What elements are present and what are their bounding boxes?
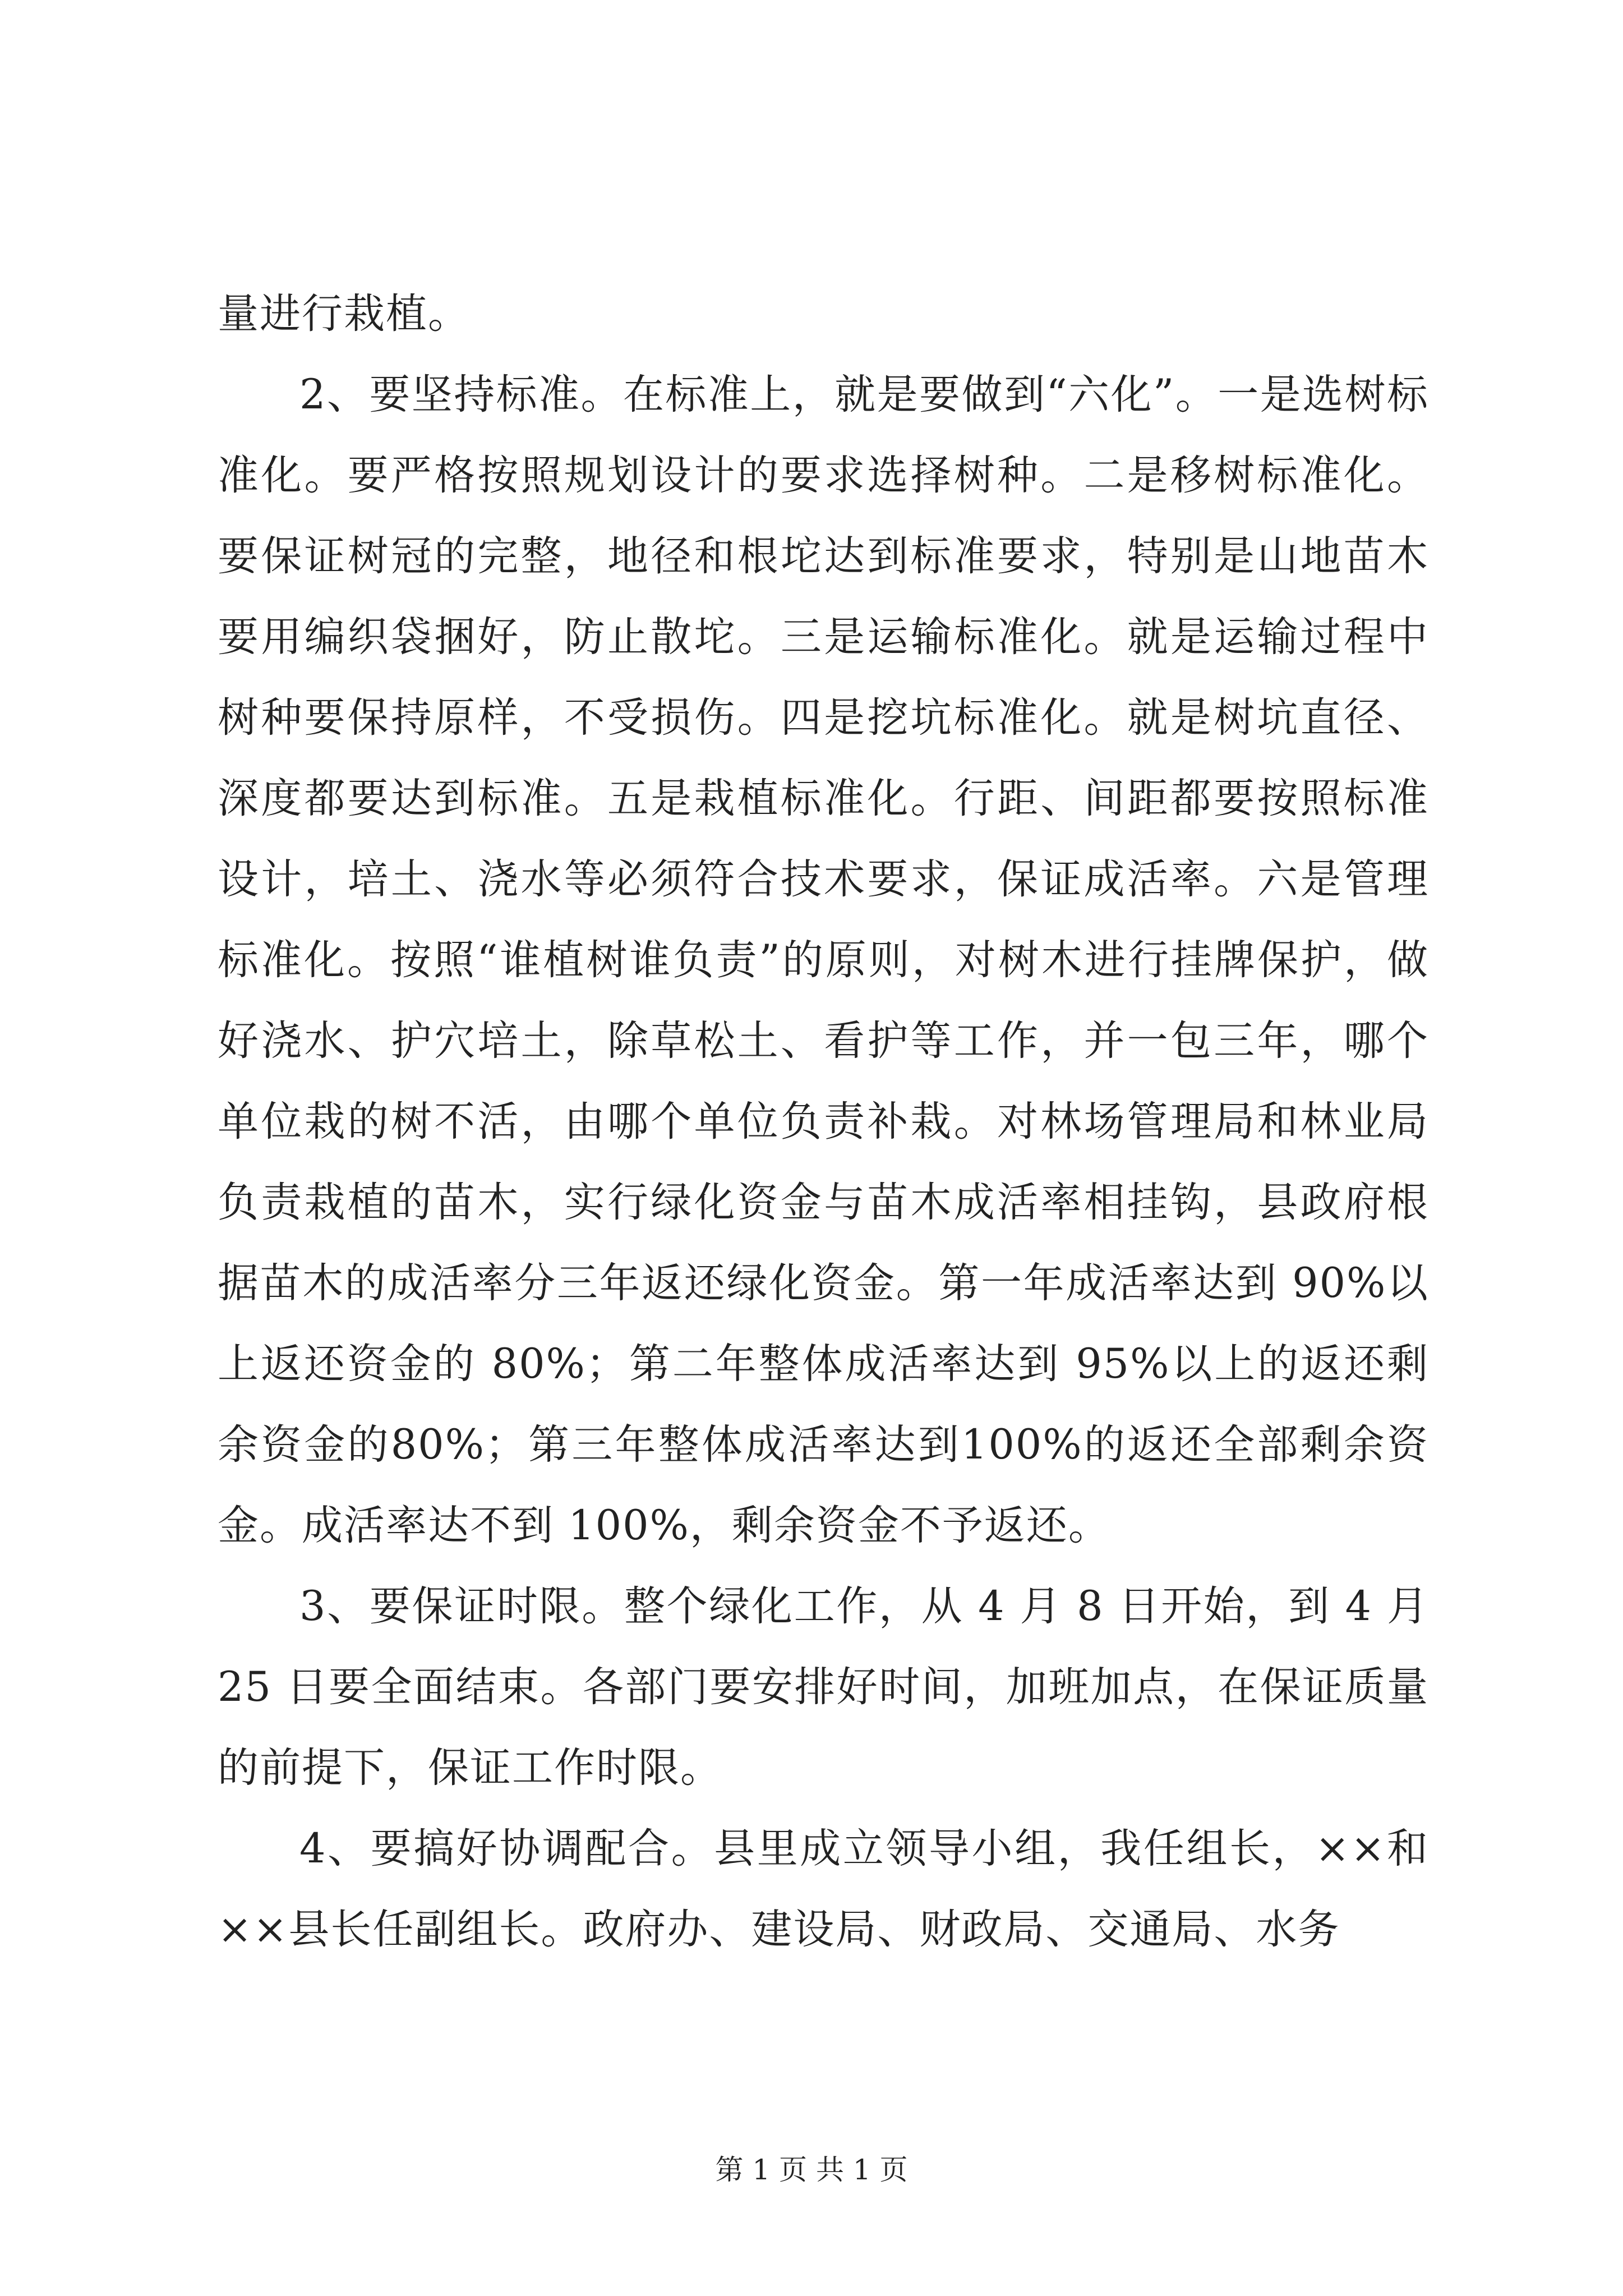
- body-text: [218, 274, 1429, 1970]
- paragraph-coordination: 4、要搞好协调配合。县里成立领导小组，我任组长，××和××县长任副组长。政府办、建设局、财政局、交通局、水务: [218, 1825, 1429, 1953]
- paragraph-continuation: 量进行栽植。: [218, 290, 470, 338]
- paragraph-standards: 2、要坚持标准。在标准上，就是要做到“六化”。一是选树标准化。要严格按照规划设计的要求选择树种。二是移树标准化。要保证树冠的完整，地径和根坨达到标准要求，特别是山地苗木要用编织袋捆好，防止散坨。三是运输标准化。就是运输过程中树种要保持原样，不受损伤。四是挖坑标准化。就是树坑直径、深度都要达到标准。五是栽植标准化。行距、间距都要按照标准设计，培土、浇水等必须符合技术要求，保证成活率。六是管理标准化。按照“谁植树谁负责”的原则，对树木进行挂牌保护，做好浇水、护穴培土，除草松土、看护等工作，并一包三年，哪个单位栽的树不活，由哪个单位负责补栽。对林场管理局和林业局负责栽植的苗木，实行绿化资金与苗木成活率相挂钩，县政府根据苗木的成活率分三年返还绿化资金。第一年成活率达到 90%以上返还资金的 80%；第二年整体成活率达到 95%以上的返还剩余资金的80%；第三年整体成活率达到100%的返还全部剩余资金。成活率达不到 100%，剩余资金不予返还。: [218, 371, 1429, 1549]
- paragraph-time-limit: 3、要保证时限。整个绿化工作，从 4 月 8 日开始，到 4 月 25 日要全面结束。各部门要安排好时间，加班加点，在保证质量的前提下，保证工作时限。: [218, 1582, 1429, 1792]
- page-footer: 第 1 页 共 1 页: [715, 2154, 908, 2186]
